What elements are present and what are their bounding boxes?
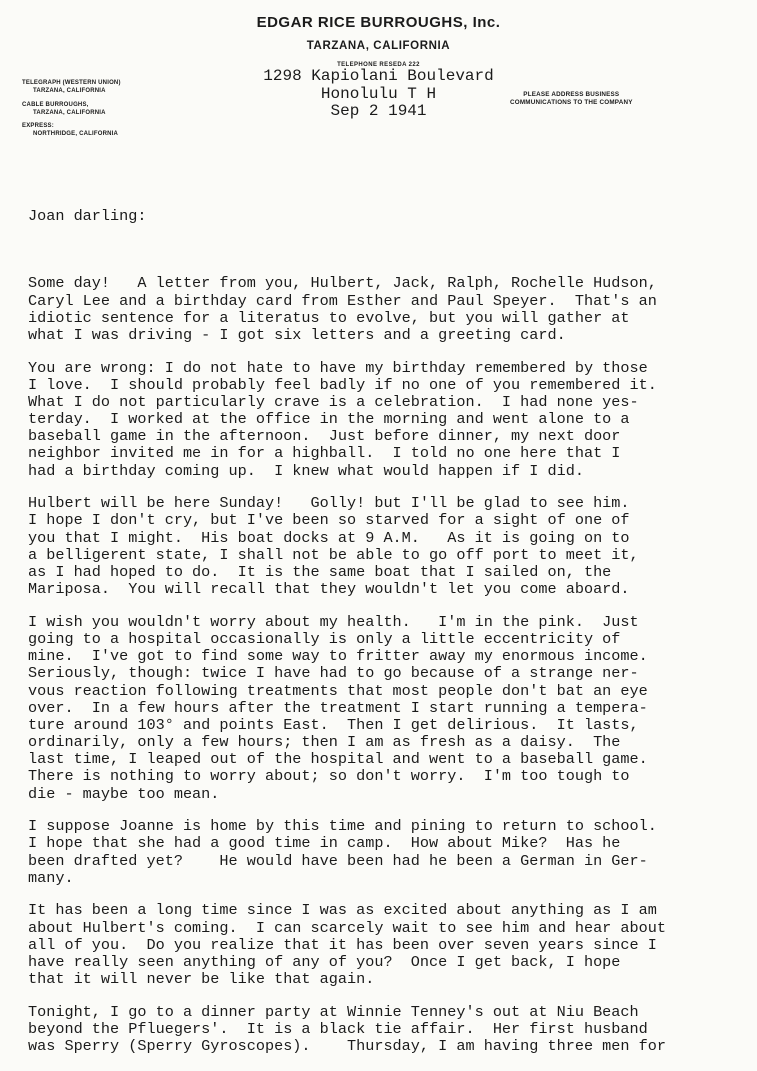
- text-line: beyond the Pfluegers'. It is a black tie affair. Her first husband: [28, 1019, 648, 1038]
- text-line: you that I might. His boat docks at 9 A.M. As it is going on to: [28, 528, 630, 547]
- text-line: I wish you wouldn't worry about my health. I'm in the pink. Just: [28, 612, 639, 631]
- letter-paragraph: [28, 275, 743, 344]
- text-line: Caryl Lee and a birthday card from Esther and Paul Speyer. That's an: [28, 291, 657, 310]
- letter-body: [28, 174, 743, 1071]
- text-line: Hulbert will be here Sunday! Golly! but I'll be glad to see him.: [28, 494, 630, 513]
- contact-label: TELEGRAPH (WESTERN UNION): [22, 80, 121, 86]
- text-line: I suppose Joanne is home by this time and pining to return to school.: [28, 817, 657, 836]
- text-line: over. In a few hours after the treatment I start running a tempera-: [28, 698, 648, 717]
- contact-label: EXPRESS:: [22, 123, 54, 130]
- text-line: I love. I should probably feel badly if no one of you remembered it.: [28, 375, 657, 394]
- text-line: last time, I leaped out of the hospital and went to a baseball game.: [28, 750, 648, 769]
- letter-date: Sep 2 1941: [330, 102, 427, 120]
- text-line: what I was driving - I got six letters and a greeting card.: [28, 325, 566, 344]
- letterhead-telephone: TELEPHONE RESEDA 222: [337, 62, 420, 68]
- text-line: that it will never be like that again.: [28, 970, 375, 989]
- notice-line: COMMUNICATIONS TO THE COMPANY: [510, 99, 633, 107]
- text-line: There is nothing to worry about; so don't worry. I'm too tough to: [28, 767, 630, 786]
- sender-address-block: [0, 68, 757, 121]
- contact-value: NORTHRIDGE, CALIFORNIA: [33, 131, 119, 138]
- text-line: Mariposa. You will recall that they wouldn't let you come aboard.: [28, 580, 630, 599]
- letter-paragraph: [28, 495, 743, 598]
- text-line: ordinarily, only a few hours; then I am as fresh as a daisy. The: [28, 733, 621, 752]
- text-line: many.: [28, 868, 74, 887]
- letter-paragraph: [28, 360, 743, 480]
- text-line: a belligerent state, I shall not be able to go off port to meet it,: [28, 545, 639, 564]
- text-line: I hope I don't cry, but I've been so starved for a sight of one of: [28, 511, 630, 530]
- text-line: baseball game in the afternoon. Just before dinner, my next door: [28, 427, 621, 446]
- address-city: Honolulu T H: [320, 84, 437, 103]
- text-line: have really seen anything of any of you? Once I get back, I hope: [28, 952, 621, 971]
- salutation: Joan darling:: [28, 207, 147, 226]
- text-line: vous reaction following treatments that most people don't bat an eye: [28, 681, 648, 700]
- text-line: It has been a long time since I was as excited about anything as I am: [28, 901, 657, 920]
- letterhead-company: EDGAR RICE BURROUGHS, Inc.: [256, 14, 501, 31]
- notice-line: PLEASE ADDRESS BUSINESS: [523, 91, 620, 98]
- text-line: You are wrong: I do not hate to have my birthday remembered by those: [28, 358, 648, 377]
- text-line: ture around 103° and points East. Then I get delirious. It lasts,: [28, 715, 639, 734]
- letter-paragraph: [28, 902, 743, 988]
- text-line: been drafted yet? He would have been had he been a German in Ger-: [28, 851, 648, 870]
- text-line: idiotic sentence for a literatus to evolve, but you will gather at: [28, 308, 630, 327]
- text-line: neighbor invited me in for a highball. I told no one here that I: [28, 444, 621, 463]
- text-line: Seriously, though: twice I have had to go because of a strange ner-: [28, 664, 639, 683]
- text-line: was Sperry (Sperry Gyroscopes). Thursday, I am having three men for: [28, 1037, 666, 1056]
- text-line: die - maybe too mean.: [28, 784, 220, 803]
- contact-value: TARZANA, CALIFORNIA: [33, 88, 106, 95]
- text-line: What I do not particularly crave is a celebration. I had none yes-: [28, 392, 639, 411]
- address-street: 1298 Kapiolani Boulevard: [263, 67, 494, 85]
- contact-label: CABLE BURROUGHS,: [22, 101, 89, 108]
- letter-paragraph: [28, 818, 743, 887]
- letterhead-city: TARZANA, CALIFORNIA: [306, 40, 451, 52]
- text-line: Some day! A letter from you, Hulbert, Jack, Ralph, Rochelle Hudson,: [28, 274, 657, 293]
- contact-value: TARZANA, CALIFORNIA: [33, 109, 106, 116]
- text-line: mine. I've got to find some way to fritter away my enormous income.: [28, 647, 648, 666]
- text-line: terday. I worked at the office in the morning and went alone to a: [28, 410, 630, 429]
- text-line: all of you. Do you realize that it has been over seven years since I: [28, 935, 657, 954]
- letter-paragraph: [28, 1004, 743, 1056]
- text-line: Tonight, I go to a dinner party at Winnie Tenney's out at Niu Beach: [28, 1002, 639, 1021]
- text-line: going to a hospital occasionally is only a little eccentricity of: [28, 629, 621, 648]
- letter-paragraph: [28, 614, 743, 803]
- text-line: I hope that she had a good time in camp. How about Mike? Has he: [28, 834, 621, 853]
- text-line: about Hulbert's coming. I can scarcely wait to see him and hear about: [28, 918, 666, 937]
- text-line: as I had hoped to do. It is the same boat that I sailed on, the: [28, 563, 612, 581]
- text-line: had a birthday coming up. I knew what would happen if I did.: [28, 461, 584, 480]
